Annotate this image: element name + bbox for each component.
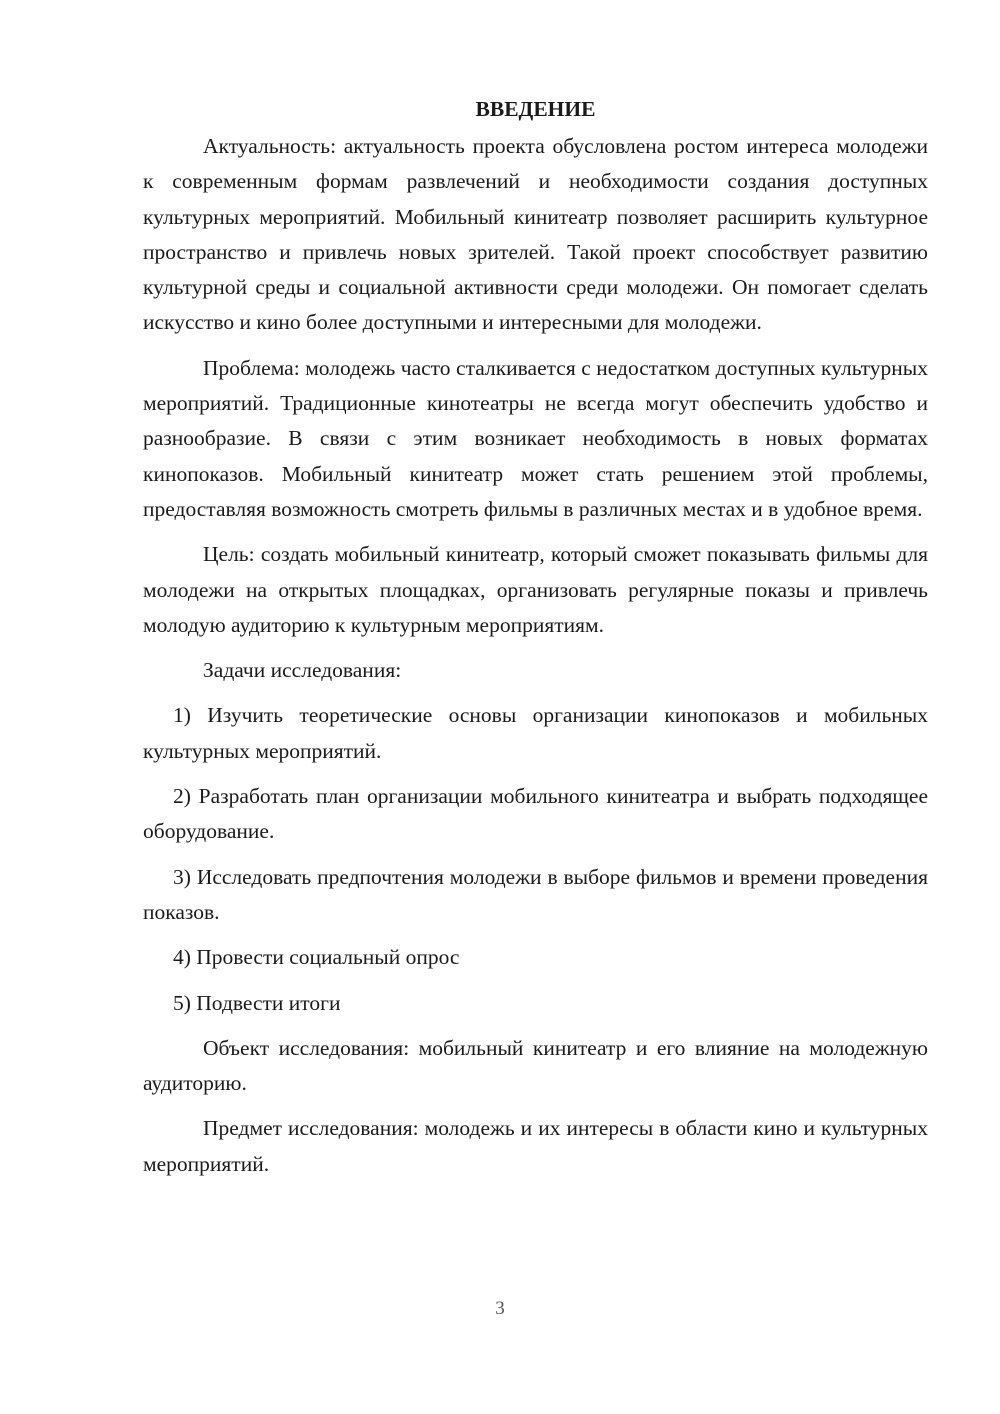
paragraph-goal: Цель: создать мобильный кинитеатр, который сможет показывать фильмы для молодежи на открытых площадках, организовать регулярные показы и привлечь молодую аудиторию к культурным мероприятиям. bbox=[143, 542, 928, 637]
page-number: 3 bbox=[495, 1298, 505, 1319]
page-title: ВВЕДЕНИЕ bbox=[475, 97, 596, 121]
document-page bbox=[143, 92, 928, 1192]
task-item-2: 2) Разработать план организации мобильного кинитеатра и выбрать подходящее оборудование. bbox=[143, 784, 928, 844]
tasks-heading: Задачи исследования: bbox=[203, 658, 402, 683]
paragraph-subject: Предмет исследования: молодежь и их интересы в области кино и культурных мероприятий. bbox=[143, 1116, 928, 1176]
paragraph-object: Объект исследования: мобильный кинитеатр и его влияние на молодежную аудиторию. bbox=[143, 1035, 928, 1096]
task-item-5: 5) Подвести итоги bbox=[173, 990, 341, 1015]
paragraph-relevance: Актуальность: актуальность проекта обусловлена ростом интереса молодежи к современным формам развлечений и необходимости создания доступных культурных мероприятий. Мобильный кинитеатр позволяет расширить культурное пространство и привлечь новых зрителей. Такой проект способствует развитию культурной среды и социальной активности среди молодежи. Он помогает сделать искусство и кино более доступными и интересными для молодежи. bbox=[143, 134, 928, 335]
task-item-4: 4) Провести социальный опрос bbox=[173, 945, 460, 970]
paragraph-problem: Проблема: молодежь часто сталкивается с недостатком доступных культурных мероприятий. Традиционные кинотеатры не всегда могут обеспечить удобство и разнообразие. В связи с этим возникает необходимость в новых форматах кинопоказов. Мобильный кинитеатр может стать решением этой проблемы, предоставляя возможность смотреть фильмы в различных местах и в удобное время. bbox=[143, 355, 928, 521]
task-item-1: 1) Изучить теоретические основы организации кинопоказов и мобильных культурных мероприятий. bbox=[143, 703, 928, 763]
task-item-3: 3) Исследовать предпочтения молодежи в выборе фильмов и времени проведения показов. bbox=[143, 864, 928, 924]
